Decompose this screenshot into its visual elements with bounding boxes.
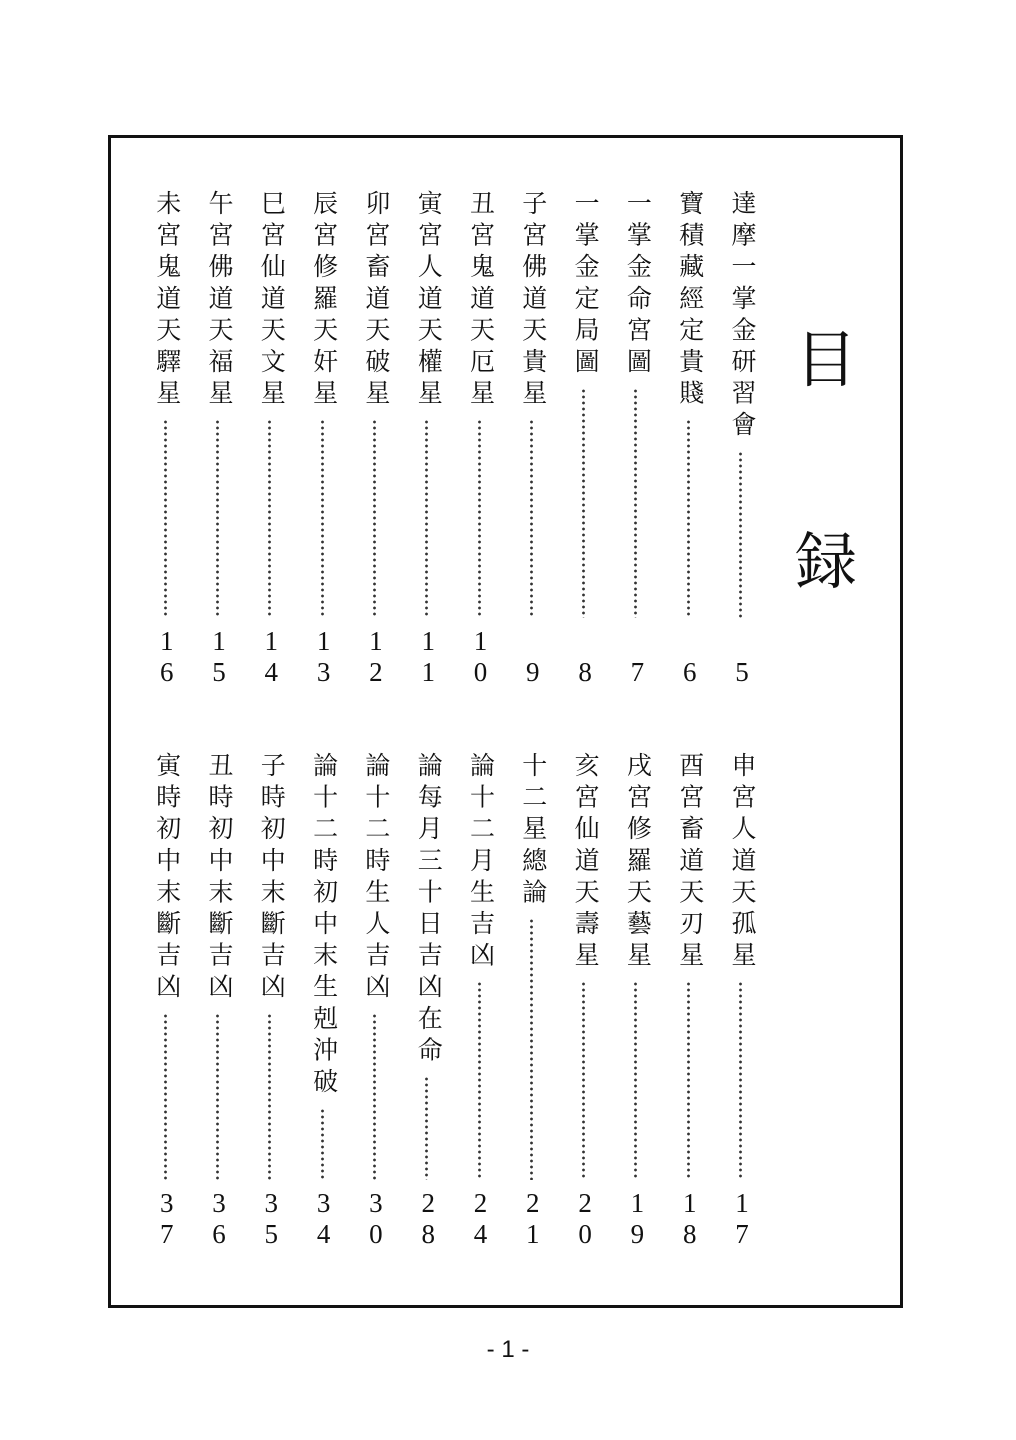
toc-entry xyxy=(722,190,762,688)
toc-page-number: 5 xyxy=(735,657,749,687)
toc-page-number: 1 3 xyxy=(316,626,331,687)
toc-entry-title: 達摩一掌金研習會 xyxy=(728,190,757,443)
toc-entry-title: 子時初中末斷吉凶 xyxy=(257,752,287,1005)
toc-entry-title: 申宮人道天孤星 xyxy=(728,752,757,974)
toc-page-number: 1 8 xyxy=(682,1188,697,1249)
toc-leader-dots xyxy=(634,981,637,1180)
toc-leader-dots xyxy=(582,388,585,618)
toc-leader-dots xyxy=(530,918,533,1180)
toc-leader-dots xyxy=(582,981,585,1180)
toc-entry-title: 巳宮仙道天文星 xyxy=(257,190,287,412)
toc-entry-title: 寅宮人道天權星 xyxy=(414,190,444,412)
toc-page-number: 8 xyxy=(578,657,592,687)
toc-entry-title: 論每月三十日吉凶在命 xyxy=(414,752,444,1068)
toc-entry-title: 寶積藏經定貴賤 xyxy=(675,190,705,412)
toc-page-number: 2 0 xyxy=(578,1188,592,1249)
toc-entry-title: 一掌金命宮圖 xyxy=(623,190,653,380)
toc-entry-title: 未宮鬼道天驛星 xyxy=(152,190,182,412)
toc-entry-title: 戌宮修羅天藝星 xyxy=(623,752,653,974)
toc-entry-title: 十二星總論 xyxy=(518,752,548,910)
toc-page-number: 1 5 xyxy=(212,626,226,687)
toc-entry xyxy=(565,190,605,688)
toc-leader-dots xyxy=(164,1013,167,1180)
toc-entry xyxy=(722,752,762,1250)
toc-page-number: 9 xyxy=(526,657,540,687)
toc-entry-title: 卯宮畜道天破星 xyxy=(361,190,391,412)
toc-entry xyxy=(617,752,657,1250)
toc-leader-dots xyxy=(478,419,481,618)
toc-page-number: 7 xyxy=(630,657,645,687)
toc-leader-dots xyxy=(478,981,481,1180)
toc-entry-title: 寅時初中末斷吉凶 xyxy=(152,752,182,1005)
toc-entry-title: 丑時初中末斷吉凶 xyxy=(205,752,234,1005)
toc-entry xyxy=(513,190,553,688)
toc-leader-dots xyxy=(373,419,376,618)
toc-leader-dots xyxy=(530,419,533,618)
toc-entry-title: 亥宮仙道天壽星 xyxy=(571,752,601,974)
toc-entry xyxy=(408,752,448,1250)
toc-leader-dots xyxy=(425,419,428,618)
toc-entry xyxy=(356,752,396,1250)
toc-page-number: 2 8 xyxy=(421,1188,435,1249)
toc-entry xyxy=(670,752,710,1250)
title-char-mu: 目 xyxy=(794,323,857,396)
toc-entry-title: 酉宮畜道天刃星 xyxy=(675,752,705,974)
toc-page-number: 3 0 xyxy=(369,1188,383,1249)
toc-page-number: 3 5 xyxy=(264,1188,279,1249)
toc-entry-title: 丑宮鬼道天厄星 xyxy=(466,190,496,412)
toc-entry xyxy=(461,190,501,688)
toc-page-number: 6 xyxy=(682,657,697,687)
toc-leader-dots xyxy=(268,419,271,618)
toc-leader-dots xyxy=(268,1013,271,1180)
toc-page-number: 1 0 xyxy=(473,626,488,687)
toc-entry xyxy=(513,752,553,1250)
toc-leader-dots xyxy=(425,1076,428,1180)
toc-leader-dots xyxy=(687,419,690,618)
toc-entry-title: 論十二時初中末生剋沖破 xyxy=(309,752,339,1100)
toc-leader-dots xyxy=(634,388,637,618)
toc-entry xyxy=(199,190,239,688)
toc-entry xyxy=(251,190,291,688)
toc-page-number: 1 6 xyxy=(159,626,174,687)
toc-entry-title: 論十二月生吉凶 xyxy=(466,752,496,974)
toc-leader-dots xyxy=(687,981,690,1180)
toc-leader-dots xyxy=(739,981,742,1180)
toc-page-number: 1 7 xyxy=(735,1188,749,1249)
toc-leader-dots xyxy=(321,419,324,618)
toc-page-number: 2 4 xyxy=(473,1188,488,1249)
toc-leader-dots xyxy=(164,419,167,618)
toc-entry xyxy=(147,752,187,1250)
toc-entry-title: 論十二時生人吉凶 xyxy=(361,752,391,1005)
toc-page-number: 1 9 xyxy=(630,1188,645,1249)
toc-entry-title: 一掌金定局圖 xyxy=(571,190,601,380)
toc-leader-dots xyxy=(373,1013,376,1180)
toc-entry xyxy=(617,190,657,688)
toc-page-number: 2 1 xyxy=(526,1188,540,1249)
toc-leader-dots xyxy=(739,451,742,618)
toc-page-number: 1 4 xyxy=(264,626,279,687)
toc-page-number: 3 6 xyxy=(212,1188,226,1249)
toc-entry xyxy=(565,752,605,1250)
toc-entry-title: 子宮佛道天貴星 xyxy=(518,190,548,412)
toc-page-number: 3 7 xyxy=(159,1188,174,1249)
page-number: - 1 - xyxy=(486,1336,530,1363)
toc-entry xyxy=(461,752,501,1250)
toc-leader-dots xyxy=(321,1108,324,1180)
toc-entry xyxy=(304,752,344,1250)
toc-entry xyxy=(670,190,710,688)
toc-page-number: 3 4 xyxy=(316,1188,331,1249)
toc-leader-dots xyxy=(216,419,219,618)
title-char-lu: 録 xyxy=(794,525,857,598)
toc-entry-title: 午宮佛道天福星 xyxy=(205,190,234,412)
toc-entry xyxy=(408,190,448,688)
toc-entry xyxy=(251,752,291,1250)
toc-entry xyxy=(304,190,344,688)
toc-page-number: 1 1 xyxy=(421,626,435,687)
toc-entry-title: 辰宮修羅天奸星 xyxy=(309,190,339,412)
toc-entry xyxy=(199,752,239,1250)
toc-leader-dots xyxy=(216,1013,219,1180)
toc-entry xyxy=(147,190,187,688)
toc-page-number: 1 2 xyxy=(369,626,383,687)
toc-entry xyxy=(356,190,396,688)
